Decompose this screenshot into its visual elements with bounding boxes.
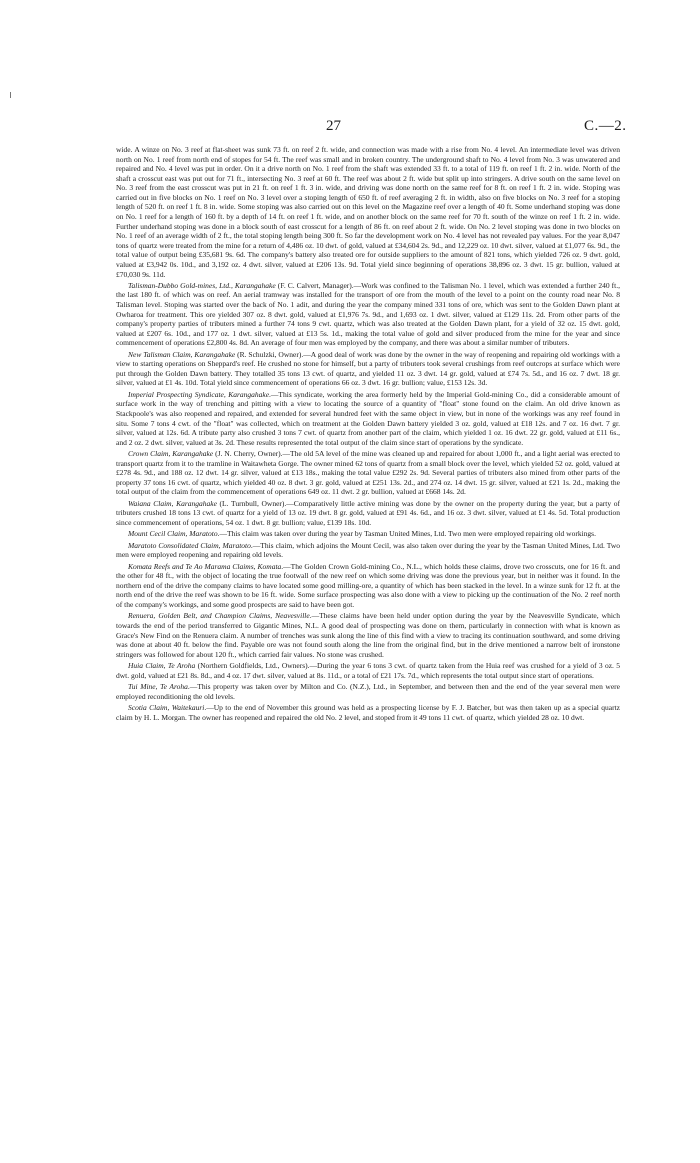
scan-mark (10, 92, 11, 98)
paragraph-waiana-claim (116, 499, 620, 528)
paragraph-huia-claim (116, 661, 620, 680)
paragraph-heading: Tui Mine, Te Aroha (128, 681, 188, 691)
paragraph-text: .—Up to the end of November this ground was held as a prospecting license by F. J. Batcher, but was then taken up as a special quartz claim by H. L. Morgan. The owner has reopened and repaired the old No. 2 level, and stoped from it 49 tons 11 cwt. of quartz, which yielded 28 oz. 10 dwt. (116, 702, 620, 722)
paragraph-imperial-prospecting (116, 390, 620, 447)
paragraph-scotia-claim (116, 703, 620, 722)
paragraph-new-talisman (116, 350, 620, 388)
paragraph-heading: New Talisman Claim, Karangahake (128, 349, 236, 359)
paragraph-text: .—This property was taken over by Milton and Co. (N.Z.), Ltd., in September, and between then and the end of the year several men were employed reconditioning the old levels. (116, 681, 621, 701)
paragraph-text: .—The Golden Crown Gold-mining Co., N.L., which holds these claims, drove two crosscuts, one for 16 ft. and the other for 48 ft., with the object of locating the true footwall of the new reef on which some driving was done the previous year, but in neither was it found. In the northern end of the drive the company claims to have located some good milling-ore, a quantity of which has been stacked in the level. In a winze sunk for 12 ft. at the north end of the drive the reef was shown to be 16 ft. wide. Some surface prospecting was also done with a view to picking up the continuation of the No. 2 reef north of the company's workings, and some good prospects are said to have been got. (116, 561, 620, 609)
paragraph-text: .—This claim, which adjoins the Mount Cecil, was also taken over during the year by the Tasman United Mines, Ltd. Two men were employed reopening and repairing old levels. (116, 540, 620, 560)
paragraph-renuera-claims (116, 611, 620, 659)
paragraph-text: .—These claims have been held under option during the year by the Neavesville Syndicate, which towards the end of the period transferred to Gigantic Mines, N.L. A good deal of prospecting was done on them, particularly in connection with what is known as Grace's New Find on the Renuera claim. A number of trenches was sunk along the line of this find with a view to tracing its continuation southward, and some driving was done at about 40 ft. below the find. Payable ore was not found south along the line from the original find, but in the drive mentioned a narrow belt of ironstone stringers was followed for about 120 ft., which carried fair values. No stone was crushed. (116, 611, 621, 659)
paragraph-heading: Komata Reefs and Te Ao Marama Claims, Komata (128, 561, 282, 571)
paragraph-heading: Renuera, Golden Belt, and Champion Claims, Neavesville (128, 611, 310, 621)
paragraph-text: .—This syndicate, working the area formerly held by the Imperial Gold-mining Co., did a considerable amount of surface work in the way of trenching and pitting with a view to locating the source of a quantity of "float" stone found on the claim. An old drive known as Stackpoole's was also reopened and repaired, and extended for several hundred feet with the same object in view, but in none of the workings was any reef found in situ. Some 7 tons 4 cwt. of the "float" was collected, which on treatment at the Golden Dawn battery yielded 3 oz. gold, valued at £18 12s. and 7 oz. 16 dwt. 7 gr. silver, valued at 12s. 6d. A tribute party also crushed 3 tons 7 cwt. of quartz from another part of the claim, which yielded 1 oz. 16 dwt. 22 gr. gold, valued at £11 6s., and 2 oz. 2 dwt. silver, valued at 3s. 2d. These results represented the total output of the claim since start of operations by the syndicate. (116, 389, 621, 447)
paragraph-heading: Maratoto Consolidated Claim, Maratoto (128, 540, 251, 550)
paragraph-heading: Scotia Claim, Waitekauri (128, 702, 205, 712)
paragraph-text: (L. Turnbull, Owner).—Comparatively little active mining was done by the owner on the property during the year, but a party of tributers crushed 18 tons 13 cwt. of quartz for a yield of 13 oz. 19 dwt. 8 gr. gold, valued at £91 4s. 6d., and 16 oz. 3 dwt. silver, valued at £1 4s. 5d. Total production since commencement of operations, 54 oz. 1 dwt. 8 gr. bullion; value, £139 18s. 10d. (116, 498, 620, 527)
paragraph-heading: Talisman-Dubbo Gold-mines, Ltd., Karangahake (128, 280, 276, 290)
paragraph-text: (J. N. Cherry, Owner).—The old 5A level of the mine was cleaned up and repaired for about 1,000 ft., and a light aerial was erected to transport quartz from it to the tramline in Waitawheta Gorge. The owner mined 62 tons of quartz from a small block over the level, which yielded 52 oz. gold, valued at £278 4s. 9d., and 188 oz. 12 dwt. 14 gr. silver, valued at £13 18s., making the total value £292 2s. 9d. Several parties of tributers also mined from other parts of the property 37 tons 16 cwt. of quartz, which yielded 40 oz. 8 dwt. 3 gr. gold, valued at £251 13s. 2d., and 274 oz. 14 dwt. 15 gr. silver, valued at £21 1s. 2d., making the total output of the claim from the commencement of operations 649 oz. 11 dwt. 2 gr. bullion, valued at £668 14s. 2d. (116, 449, 620, 497)
paragraph-maratoto-consolidated (116, 541, 620, 560)
paragraph-heading: Imperial Prospecting Syndicate, Karangahake (128, 389, 270, 399)
paragraph-text: (F. C. Calvert, Manager).—Work was confined to the Talisman No. 1 level, which was extended a further 240 ft., the last 180 ft. of which was on reef. An aerial tramway was installed for the transport of ore from the mouth of the level to a point on the county road near No. 8 Talisman level. Stoping was started over the back of No. 1 adit, and during the year the company mined 331 tons of ore, which was sent to the Golden Dawn plant at Owharoa for treatment. This ore yielded 307 oz. 8 dwt. gold, valued at £1,976 7s. 9d., and 1,693 oz. 1 dwt. silver, valued at £129 11s. 2d. From other parts of the company's property parties of tributers mined a further 74 tons 9 cwt. quartz, which was also treated at the Golden Dawn plant, for a yield of 32 oz. 15 dwt. gold, valued at £207 6s. 10d., and 177 oz. 1 dwt. silver, valued at £13 5s. 1d., making the total value of gold and silver produced from the mine for the year and since commencement of operations £2,800 4s. 8d. An average of four men was employed by the company, and there was about a similar number of tributers. (116, 280, 620, 348)
document-body (116, 145, 620, 724)
page-number: 27 (326, 118, 341, 134)
paragraph-komata-reefs (116, 562, 620, 610)
paragraph-mount-cecil (116, 529, 620, 539)
page-header (0, 118, 700, 140)
paragraph-heading: Crown Claim, Karangahake (128, 449, 214, 459)
paragraph-crown-claim (116, 449, 620, 497)
paragraph-talisman-dubbo (116, 281, 620, 348)
paragraph-text: (Northern Goldfields, Ltd., Owners).—During the year 6 tons 3 cwt. of quartz taken from the Huia reef was crushed for a yield of 3 oz. 5 dwt. gold, valued at £21 8s. 8d., and 4 oz. 17 dwt. silver, valued at 8s. 11d., or a total of £21 17s. 7d., which represents the total output since start of operations. (116, 661, 620, 680)
page-reference: C.—2. (584, 118, 627, 134)
paragraph-tui-mine (116, 682, 620, 701)
paragraph-heading: Waiana Claim, Karangahake (128, 498, 217, 508)
paragraph-text: .—This claim was taken over during the year by Tasman United Mines, Ltd. Two men were employed repairing old workings. (217, 529, 596, 539)
paragraph-text: wide. A winze on No. 3 reef at flat-sheet was sunk 73 ft. on reef 2 ft. wide, and connection was made with a rise from No. 4 level. An intermediate level was driven north on No. 1 reef from north end of stopes for 54 ft. The reef was small and in broken country. The underground shaft to No. 4 level from No. 3 was unwatered and repaired and No. 4 level was put in order. On it a drive north on No. 1 reef from the shaft was extended 33 ft. to a total of 119 ft. on reef 1 ft. 2 in. wide. North of the shaft a crosscut east was put out for 71 ft., intersecting No. 3 reef at 60 ft. The reef was about 2 ft. wide but split up into stringers. A drive south on the same level on No. 3 reef from the east crosscut was put in 21 ft. on reef 1 ft. 3 in. wide, and driving was done north on the same reef for 8 ft. on reef 1 ft. 2 in. wide. Stoping was carried out in five blocks on No. 1 reef on No. 3 level over a stoping length of 650 ft. of reef averaging 2 ft. in width, also on five blocks on No. 3 reef for a stoping length of 520 ft. on reef 1 ft. 8 in. wide. Some stoping was also carried out on this level on the Magazine reef over a length of 40 ft. Some underhand stoping was done on No. 1 reef for a length of 160 ft. by a depth of 14 ft. on reef 1 ft. wide, and on another block on the same reef for 70 ft. south of the winze on reef 1 ft. 2 in. wide. Further underhand stoping was done in a block south of east crosscut for a length of 86 ft. on reef about 2 ft. wide. On No. 2 level stoping was done in two blocks on No. 1 reef of an average width of 2 ft., the total stoping length being 300 ft. So far the development work on No. 4 level has not revealed pay values. For the year 8,047 tons of quartz were treated from the mine for a return of 4,486 oz. 10 dwt. of gold, valued at £34,604 2s. 9d., and 12,229 oz. 10 dwt. silver, valued at £1,077 6s. 9d., the total value of output being £35,681 9s. 6d. The company's battery also treated ore for outside suppliers to the amount of 821 tons, which yielded 726 oz. 9 dwt. gold, valued at £3,942 0s. 10d., and 3,192 oz. 4 dwt. silver, valued at £206 13s. 9d. Total yield since beginning of operations 38,896 oz. 3 dwt. 15 gr. bullion, valued at £70,030 9s. 11d. (116, 145, 620, 279)
paragraph-text: (R. Schulzki, Owner).—A good deal of work was done by the owner in the way of reopening and repairing old workings with a view to starting operations on Sheppard's reef. He crushed no stone for himself, but a party of tributers took several crushings from reef outcrops at surface which were put through the Golden Dawn battery. They totalled 35 tons 13 cwt. of quartz, and yielded 11 oz. 3 dwt. 14 gr. gold, valued at £74 7s. 5d., and 16 oz. 7 dwt. 18 gr. silver, valued at £1 4s. 10d. Total yield since commencement of operations 66 oz. 3 dwt. 16 gr. bullion; value, £153 12s. 3d. (116, 349, 620, 388)
paragraph-heading: Mount Cecil Claim, Maratoto (128, 529, 218, 539)
paragraph-waihi-mine-continued (116, 145, 620, 279)
paragraph-heading: Huia Claim, Te Aroha (128, 661, 196, 671)
